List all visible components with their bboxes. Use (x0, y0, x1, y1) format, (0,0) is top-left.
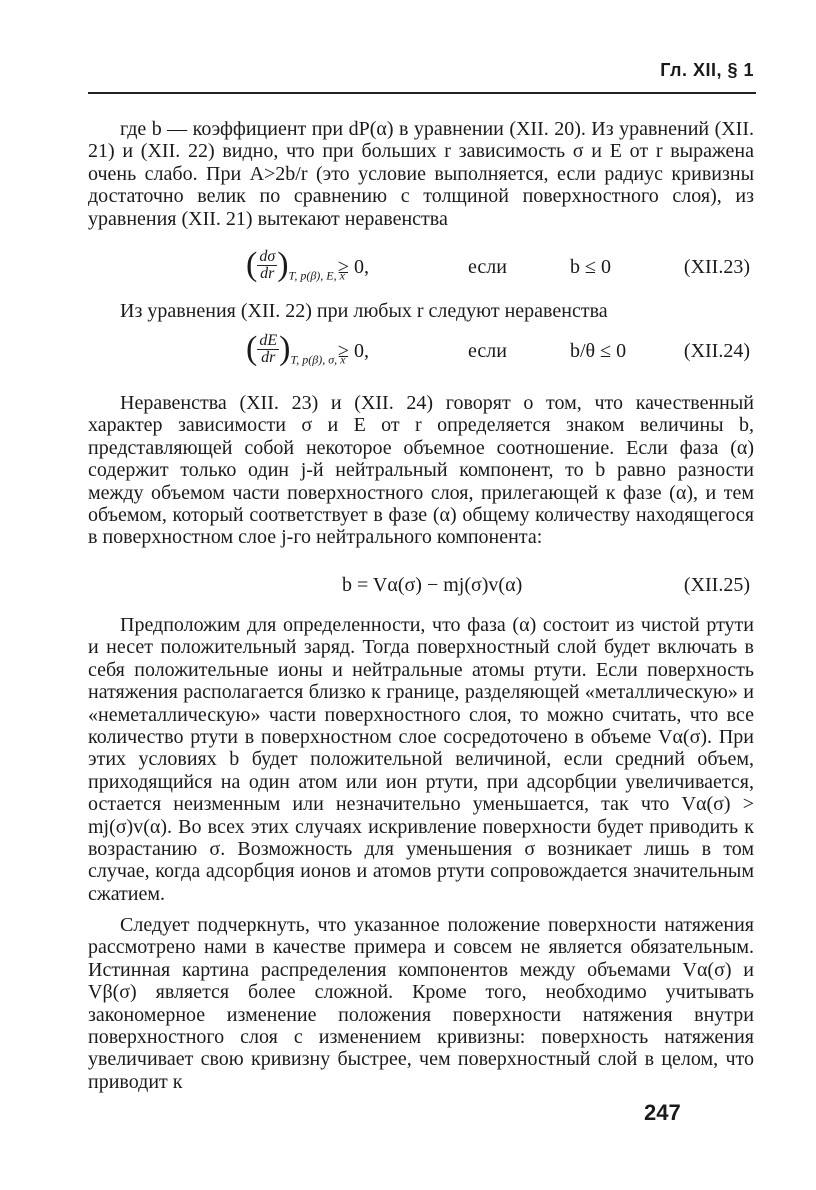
paragraph-5: Следует подчеркнуть, что указанное положение поверхности натяжения рассмотрено нами в качестве примера и совсем не является обязательным. Истинная картина распределения компонентов между объемами Vα(σ) и Vβ(σ) является более сложной. Кроме того, необходимо учитывать закономерное изменение положения поверхности натяжения внутри поверхностного слоя с изменением кривизны: поверхность натяжения увеличивает свою кривизну быстрее, чем поверхностный слой в целом, что приводит к (88, 914, 754, 1093)
eq23-subscript: T, p(β), E, x (288, 268, 345, 283)
eq23-condition-word: если (468, 256, 507, 278)
running-head: Гл. XII, § 1 (660, 60, 754, 80)
eq24-condition-word: если (468, 340, 507, 362)
eq23-denominator: dr (260, 264, 275, 282)
eq23-derivative: ( $\frac{d\sigma}{dr}$ )$_{T, p(\beta), E, x}$ (246, 246, 345, 283)
eq24-derivative: ( $\frac{dE}{dr}$ )$_{T, p(\beta), \sigma, x}$ (246, 330, 346, 367)
eq24-subscript: T, p(β), σ, x (290, 352, 346, 367)
eq24-numerator: dE (259, 331, 278, 349)
paragraph-3: Неравенства (XII. 23) и (XII. 24) говорят о том, что качественный характер зависимости σ и E от r определяется знаком величины b, представляющей собой некоторое объемное соотношение. Если фаза (α) содержит только один j-й нейтральный компонент, то b равно разности между объемом части поверхностного слоя, прилегающей к фазе (α), и тем объемом, который соответствует в фазе (α) общему количеству находящегося в поверхностном слое j-го нейтрального компонента: (88, 392, 754, 549)
page-number: 247 (644, 1100, 681, 1125)
eq25-label: (XII.25) (683, 574, 750, 596)
eq23-numerator: dσ (259, 247, 276, 265)
eq23-label: (XII.23) (683, 256, 750, 278)
paragraph-4: Предположим для определенности, что фаза (α) состоит из чистой ртути и несет положительный заряд. Тогда поверхностный слой будет включать в себя положительные ионы и нейтральные атомы ртути. Если поверхность натяжения располагается близко к границе, разделяющей «металлическую» и «неметаллическую» части поверхностного слоя, то можно считать, что все количество ртути в поверхностном слое сосредоточено в объеме Vα(σ). При этих условиях b будет положительной величиной, если средний объем, приходящийся на один атом или ион ртути, при адсорбции увеличивается, остается неизменным или незначительно уменьшается, так что Vα(σ) > mj(σ)v(α). Во всех этих случаях искривление поверхности будет приводить к возрастанию σ. Возможность для уменьшения σ возникает лишь в том случае, когда адсорбция ионов и атомов ртути сопровождается значительным сжатием. (88, 614, 754, 905)
header-rule (88, 92, 756, 94)
eq25-expression: b = Vα(σ) − mj(σ)v(α) (342, 574, 523, 596)
equation-xii-25 (88, 564, 754, 608)
equation-xii-23 (88, 246, 754, 290)
paragraph-2: Из уравнения (XII. 22) при любых r следуют неравенства (120, 300, 608, 322)
equation-xii-24 (88, 330, 754, 374)
paragraph-1: где b — коэффициент при dP(α) в уравнении (XII. 20). Из уравнений (XII. 21) и (XII. 22) видно, что при больших r зависимость σ и E от r выражена очень слабо. При A>2b/r (это условие выполняется, если радиус кривизны достаточно велик по сравнению с толщиной поверхностного слоя), из уравнения (XII. 21) вытекают неравенства (88, 118, 754, 230)
eq24-condition: b/θ ≤ 0 (570, 340, 627, 362)
eq23-relation: ≥ 0, (338, 256, 369, 278)
eq24-denominator: dr (261, 348, 276, 366)
eq24-label: (XII.24) (683, 340, 750, 362)
eq23-condition: b ≤ 0 (570, 256, 611, 278)
eq24-relation: ≥ 0, (338, 340, 369, 362)
